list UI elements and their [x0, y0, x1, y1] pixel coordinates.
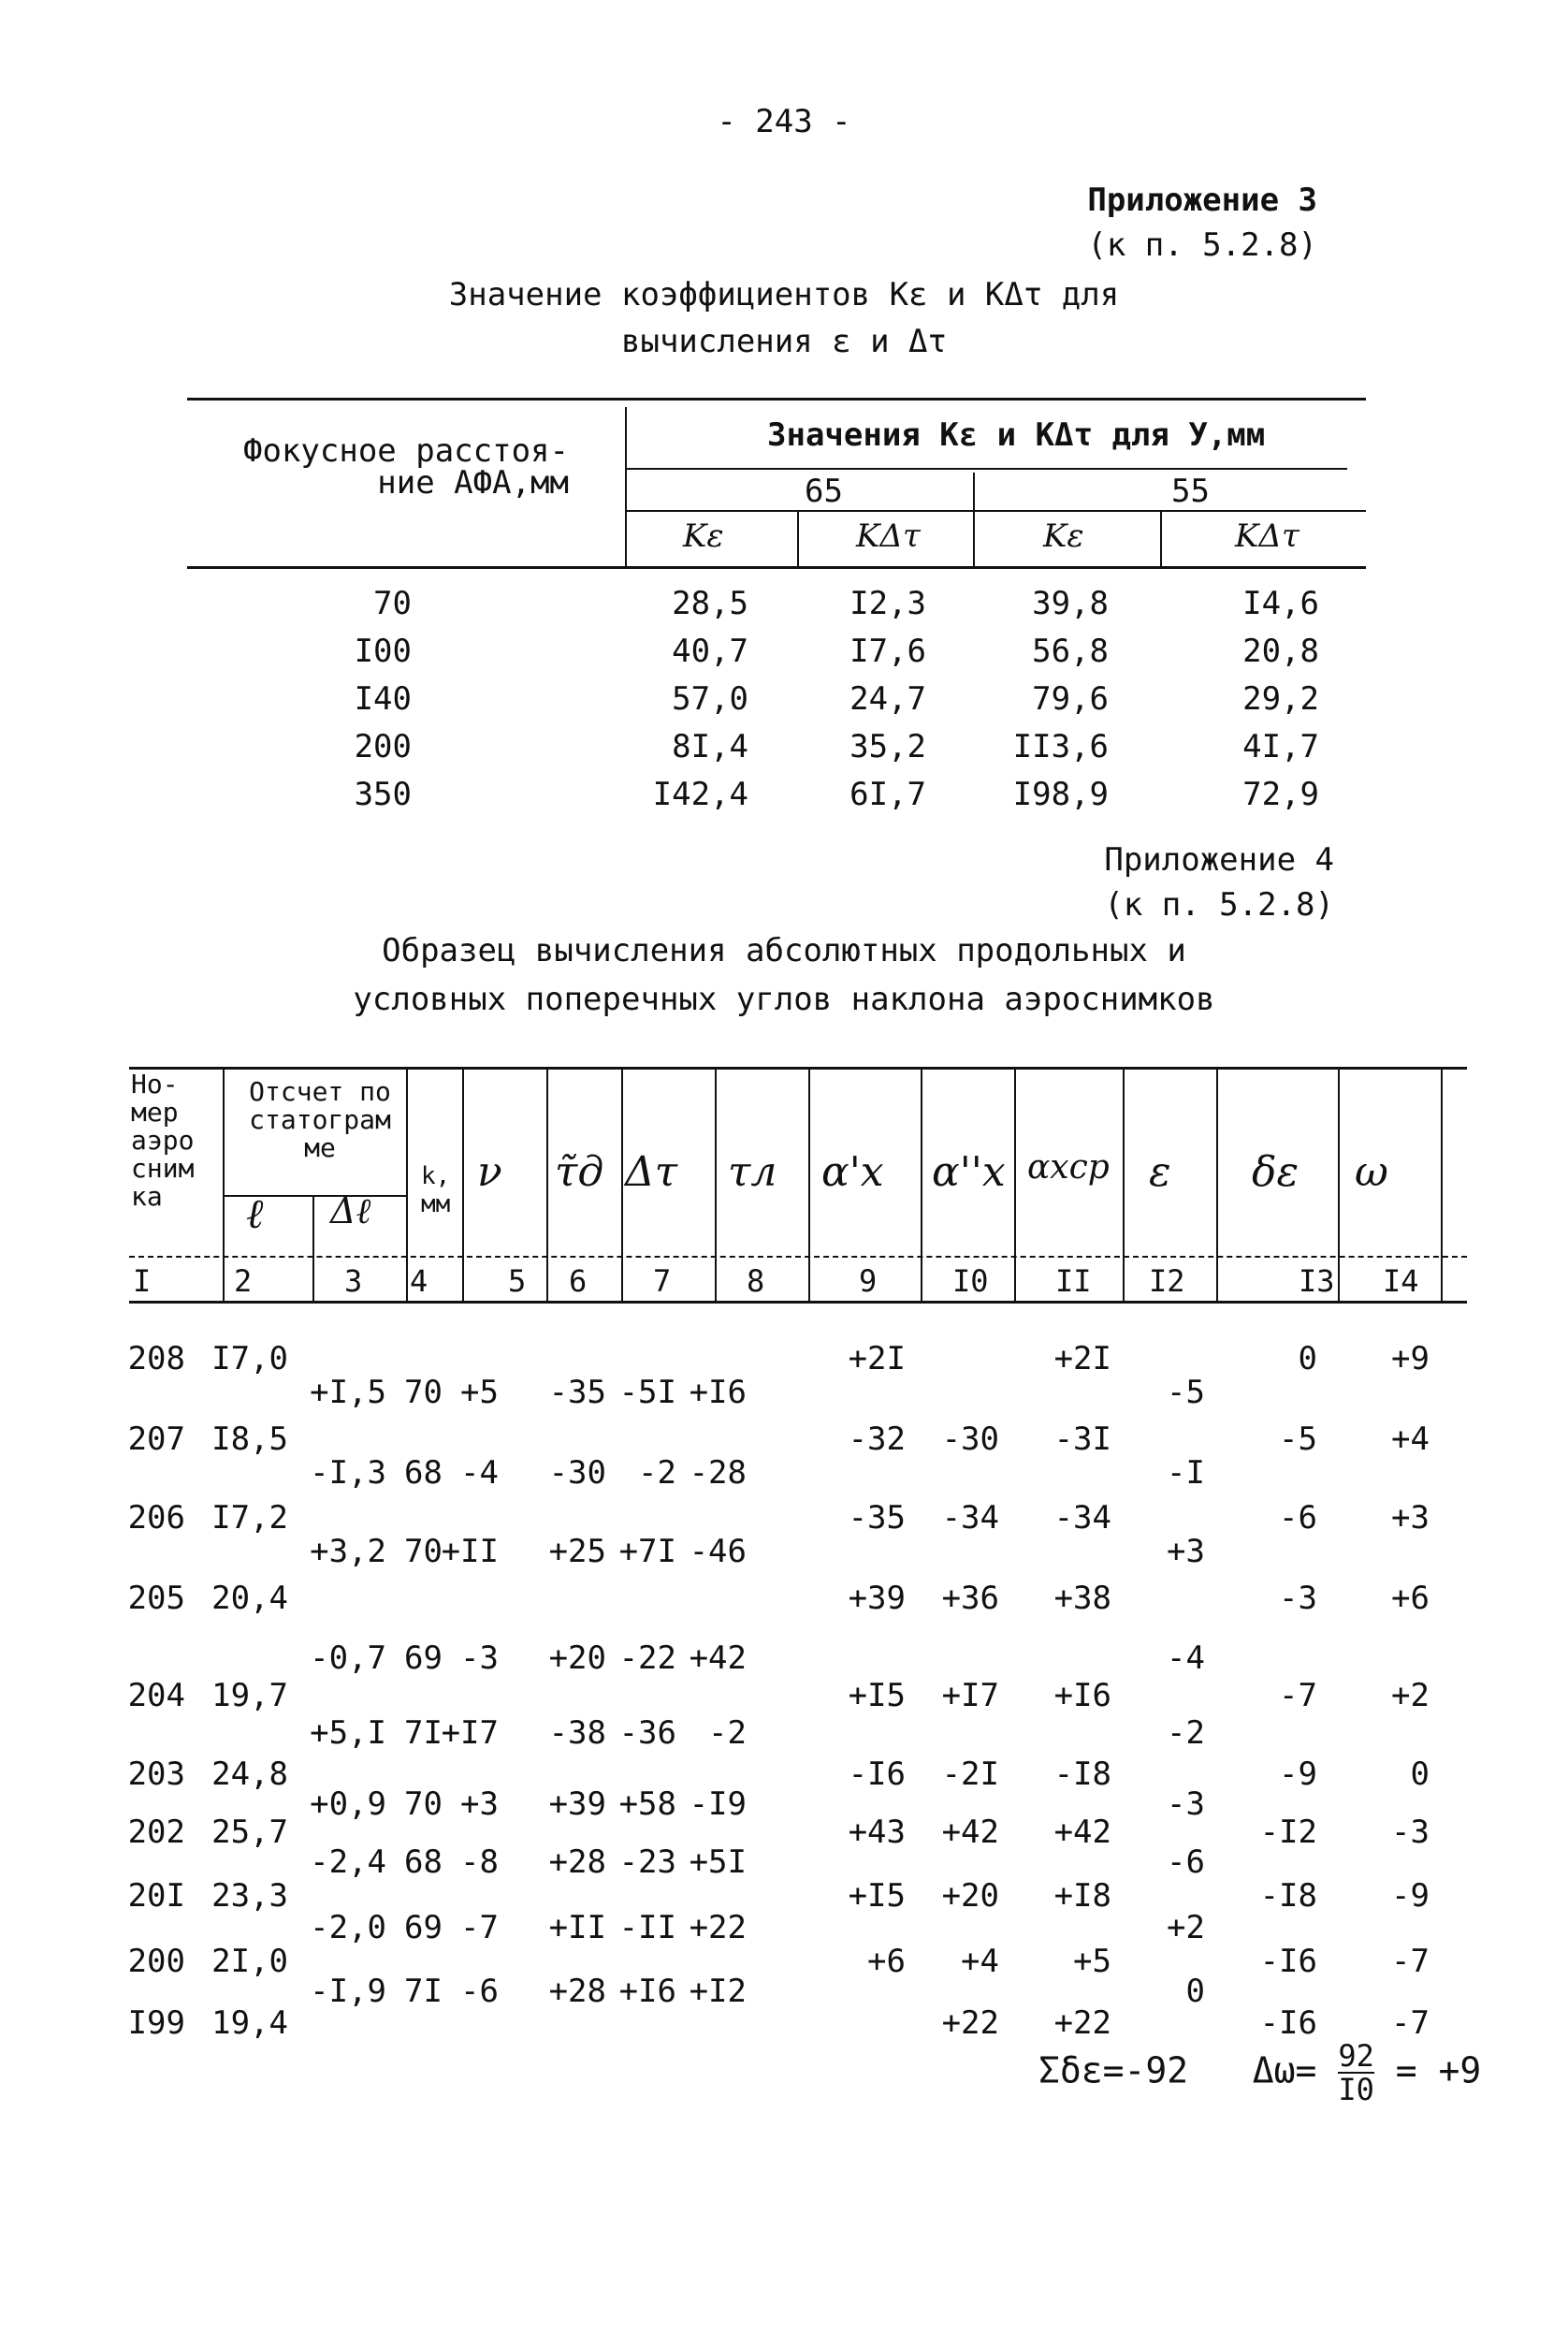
tau-l-cell: -28: [689, 1454, 747, 1492]
epsilon-cell: 0: [1185, 1973, 1205, 2010]
photo-number-cell: 208: [127, 1340, 185, 1377]
table1-value-cell: 39,8: [1032, 585, 1109, 622]
alpha-cp-cell: +42: [1053, 1814, 1111, 1851]
delta-eps-cell: -I2: [1259, 1814, 1317, 1851]
l-cell: 20,4: [211, 1580, 288, 1617]
table1-vline-b: [973, 510, 975, 566]
h-tau-d: τ̃д: [555, 1148, 604, 1196]
l-cell: I7,0: [211, 1340, 288, 1377]
column-number: I: [133, 1263, 152, 1299]
coefficient-table: [187, 398, 1366, 819]
omega-cell: +3: [1391, 1499, 1430, 1537]
table2-title-line2: условных поперечных углов наклона аэроснимков: [353, 981, 1215, 1018]
appendix4-label: Приложение 4: [1104, 841, 1334, 879]
column-number: 6: [569, 1263, 588, 1299]
appendix3-heading: [1087, 178, 1317, 268]
dl-cell: -I,9: [310, 1973, 386, 2010]
photo-number-cell: 205: [127, 1580, 185, 1617]
epsilon-cell: -6: [1167, 1843, 1205, 1881]
delta-omega-label: Δω=: [1252, 2049, 1317, 2091]
omega-cell: +9: [1391, 1340, 1430, 1377]
tau-d-cell: -38: [548, 1714, 606, 1752]
column-number: 9: [859, 1263, 878, 1299]
alpha-cp-cell: +22: [1053, 2004, 1111, 2042]
delta-omega-result: = +9: [1395, 2049, 1482, 2091]
alpha2-cell: -30: [941, 1420, 999, 1458]
photo-number-cell: 204: [127, 1677, 185, 1714]
t2-count-subrule: [223, 1195, 406, 1197]
delta-omega-fraction: [1338, 2040, 1374, 2105]
delta-eps-cell: -I6: [1259, 2004, 1317, 2042]
epsilon-cell: -4: [1167, 1639, 1205, 1677]
h-dl: Δℓ: [330, 1190, 371, 1231]
alpha2-cell: +20: [941, 1877, 999, 1915]
table1-header-bottom-rule: [187, 566, 1366, 569]
alpha2-cell: +4: [961, 1943, 999, 1980]
k-cell: 68: [404, 1454, 443, 1492]
k-cell: 69: [404, 1909, 443, 1946]
omega-cell: -7: [1391, 1943, 1430, 1980]
t2-dashed-rule: [129, 1256, 1467, 1258]
alpha1-cell: +I5: [848, 1677, 906, 1714]
table1-group-65: 65: [805, 473, 843, 510]
tau-l-cell: +I2: [689, 1973, 747, 2010]
delta-eps-cell: -I8: [1259, 1877, 1317, 1915]
table1-sub-ke-65: Kε: [683, 517, 724, 555]
tau-d-cell: +20: [548, 1639, 606, 1677]
h-tau-l: τл: [728, 1148, 777, 1196]
delta-eps-cell: -9: [1279, 1756, 1317, 1793]
epsilon-cell: -I: [1167, 1454, 1205, 1492]
k-cell: 7I: [404, 1973, 443, 2010]
dtau-cell: -5I: [618, 1374, 676, 1411]
alpha2-cell: -2I: [941, 1756, 999, 1793]
dl-cell: -2,0: [310, 1909, 386, 1946]
l-cell: 23,3: [211, 1877, 288, 1915]
table1-value-cell: I2,3: [849, 585, 926, 622]
table1-focal-cell: 70: [373, 585, 412, 622]
dtau-cell: +I6: [618, 1973, 676, 2010]
table1-value-cell: 56,8: [1032, 633, 1109, 670]
omega-cell: +2: [1391, 1677, 1430, 1714]
t2-v5: [546, 1069, 548, 1303]
column-number: 2: [234, 1263, 253, 1299]
page-number: - 243 -: [717, 103, 851, 140]
k-cell: 69: [404, 1639, 443, 1677]
table1-value-cell: 40,7: [672, 633, 748, 670]
h-count: Отсчет по статограм ме: [249, 1076, 391, 1163]
alpha1-cell: +I5: [848, 1877, 906, 1915]
table1-title: [0, 271, 1568, 365]
column-number: I0: [952, 1263, 989, 1299]
h-alpha-cp: αxcp: [1027, 1148, 1110, 1187]
dl-cell: -I,3: [310, 1454, 386, 1492]
t2-v12: [1216, 1069, 1218, 1303]
delta-eps-cell: -7: [1279, 1677, 1317, 1714]
alpha1-cell: -35: [848, 1499, 906, 1537]
column-number: I3: [1299, 1263, 1335, 1299]
h-omega: ω: [1355, 1148, 1388, 1196]
t2-v8: [808, 1069, 810, 1303]
table1-vline-main: [625, 407, 627, 566]
tau-d-cell: -30: [548, 1454, 606, 1492]
alpha-cp-cell: +38: [1053, 1580, 1111, 1617]
tau-l-cell: +I6: [689, 1374, 747, 1411]
alpha1-cell: +6: [867, 1943, 906, 1980]
l-cell: I7,2: [211, 1499, 288, 1537]
epsilon-cell: -5: [1167, 1374, 1205, 1411]
omega-cell: -7: [1391, 2004, 1430, 2042]
appendix3-ref: (к п. 5.2.8): [1087, 226, 1317, 264]
table1-header-focal: Фокусное расстоя- ние АФА,мм: [243, 432, 569, 502]
table1-vline-a: [797, 510, 799, 566]
table1-value-cell: 29,2: [1242, 680, 1319, 718]
tau-d-cell: +28: [548, 1973, 606, 2010]
l-cell: 25,7: [211, 1814, 288, 1851]
l-cell: 24,8: [211, 1756, 288, 1793]
fraction-numerator: 92: [1338, 2038, 1374, 2074]
t2-v1: [223, 1069, 225, 1303]
delta-eps-cell: -6: [1279, 1499, 1317, 1537]
nu-cell: -4: [460, 1454, 499, 1492]
alpha1-cell: +39: [848, 1580, 906, 1617]
k-cell: 7I: [404, 1714, 443, 1752]
photo-number-cell: 200: [127, 1943, 185, 1980]
l-cell: 2I,0: [211, 1943, 288, 1980]
table1-value-cell: 8I,4: [672, 728, 748, 765]
h-photo-number: Но- мер аэро сним ка: [131, 1069, 195, 1212]
l-cell: 19,7: [211, 1677, 288, 1714]
omega-cell: -3: [1391, 1814, 1430, 1851]
nu-cell: -7: [460, 1909, 499, 1946]
column-number: 3: [344, 1263, 363, 1299]
column-number: II: [1055, 1263, 1092, 1299]
alpha2-cell: +36: [941, 1580, 999, 1617]
t2-v11: [1123, 1069, 1125, 1303]
k-cell: 70: [404, 1533, 443, 1570]
tau-l-cell: -2: [708, 1714, 747, 1752]
t2-v10: [1014, 1069, 1016, 1303]
k-cell: 70: [404, 1374, 443, 1411]
alpha2-cell: +42: [941, 1814, 999, 1851]
dl-cell: +I,5: [310, 1374, 386, 1411]
table1-value-cell: I98,9: [1012, 776, 1109, 813]
tau-l-cell: -46: [689, 1533, 747, 1570]
table1-title-line2: вычисления ε и Δτ: [621, 323, 947, 360]
tau-d-cell: +25: [548, 1533, 606, 1570]
table1-focal-cell: 200: [354, 728, 412, 765]
nu-cell: -6: [460, 1973, 499, 2010]
dtau-cell: -2: [638, 1454, 676, 1492]
h-k: k, мм: [421, 1162, 451, 1218]
delta-eps-cell: 0: [1298, 1340, 1317, 1377]
alpha2-cell: +I7: [941, 1677, 999, 1714]
h-epsilon: ε: [1149, 1148, 1171, 1196]
dl-cell: +3,2: [310, 1533, 386, 1570]
photo-number-cell: I99: [127, 2004, 185, 2042]
table1-sub-kt-55: KΔτ: [1235, 517, 1299, 555]
k-cell: 68: [404, 1843, 443, 1881]
photo-number-cell: 202: [127, 1814, 185, 1851]
omega-cell: +6: [1391, 1580, 1430, 1617]
t2-v13: [1338, 1069, 1340, 1303]
t2-v6: [621, 1069, 623, 1303]
photo-number-cell: 207: [127, 1420, 185, 1458]
table2-title-line1: Образец вычисления абсолютных продольных и: [382, 932, 1186, 969]
table1-focal-cell: 350: [354, 776, 412, 813]
appendix3-label: Приложение 3: [1087, 182, 1317, 219]
tau-d-cell: +II: [548, 1909, 606, 1946]
column-number: I4: [1383, 1263, 1419, 1299]
column-number: 7: [653, 1263, 672, 1299]
nu-cell: +3: [460, 1785, 499, 1823]
table1-header-values: Значения Kε и KΔτ для У,мм: [767, 416, 1266, 454]
table1-sub-kt-65: KΔτ: [856, 517, 921, 555]
h-delta-eps: δε: [1252, 1148, 1299, 1196]
table1-value-cell: 4I,7: [1242, 728, 1319, 765]
dl-cell: +0,9: [310, 1785, 386, 1823]
table1-value-cell: 35,2: [849, 728, 926, 765]
alpha1-cell: +43: [848, 1814, 906, 1851]
omega-cell: 0: [1410, 1756, 1430, 1793]
column-number: 5: [508, 1263, 527, 1299]
nu-cell: +II: [441, 1533, 499, 1570]
alpha2-cell: +22: [941, 2004, 999, 2042]
nu-cell: +5: [460, 1374, 499, 1411]
table1-sub-ke-55: Kε: [1043, 517, 1084, 555]
nu-cell: -8: [460, 1843, 499, 1881]
delta-eps-cell: -3: [1279, 1580, 1317, 1617]
appendix4-heading: [1104, 838, 1334, 927]
table1-value-cell: I7,6: [849, 633, 926, 670]
l-cell: 19,4: [211, 2004, 288, 2042]
column-number: I2: [1149, 1263, 1185, 1299]
table1-focal-cell: I40: [354, 680, 412, 718]
l-cell: I8,5: [211, 1420, 288, 1458]
tau-l-cell: +42: [689, 1639, 747, 1677]
dtau-cell: +58: [618, 1785, 676, 1823]
dtau-cell: +7I: [618, 1533, 676, 1570]
table1-value-cell: 79,6: [1032, 680, 1109, 718]
epsilon-cell: -3: [1167, 1785, 1205, 1823]
alpha-cp-cell: -34: [1053, 1499, 1111, 1537]
t2-v9: [921, 1069, 922, 1303]
t2-v7: [715, 1069, 717, 1303]
appendix4-ref: (к п. 5.2.8): [1104, 886, 1334, 924]
delta-eps-cell: -5: [1279, 1420, 1317, 1458]
table1-focal-cell: I00: [354, 633, 412, 670]
table1-subrule1: [627, 468, 1347, 470]
table2-title: [0, 926, 1568, 1024]
h-nu: ν: [477, 1148, 502, 1196]
table1-value-cell: I42,4: [652, 776, 748, 813]
tau-l-cell: +5I: [689, 1843, 747, 1881]
alpha-cp-cell: +2I: [1053, 1340, 1111, 1377]
dl-cell: -0,7: [310, 1639, 386, 1677]
alpha1-cell: -I6: [848, 1756, 906, 1793]
photo-number-cell: 203: [127, 1756, 185, 1793]
epsilon-cell: -2: [1167, 1714, 1205, 1752]
dtau-cell: -36: [618, 1714, 676, 1752]
table1-value-cell: 6I,7: [849, 776, 926, 813]
dtau-cell: -22: [618, 1639, 676, 1677]
table1-value-cell: 72,9: [1242, 776, 1319, 813]
t2-header-bottom-rule: [129, 1301, 1467, 1304]
table1-value-cell: I4,6: [1242, 585, 1319, 622]
h-l: ℓ: [246, 1190, 264, 1238]
summary-line: [1038, 2040, 1481, 2105]
alpha-cp-cell: -I8: [1053, 1756, 1111, 1793]
table1-vline-c: [1160, 510, 1162, 566]
nu-cell: +I7: [441, 1714, 499, 1752]
h-alpha2: α''x: [932, 1148, 1006, 1196]
tau-d-cell: +28: [548, 1843, 606, 1881]
table1-group-55: 55: [1171, 473, 1210, 510]
table1-value-cell: 20,8: [1242, 633, 1319, 670]
table1-top-rule: [187, 398, 1366, 401]
t2-v4: [462, 1069, 464, 1303]
table1-title-line1: Значение коэффициентов Kε и KΔτ для: [448, 276, 1120, 313]
tau-l-cell: +22: [689, 1909, 747, 1946]
photo-number-cell: 20I: [127, 1877, 185, 1915]
alpha-cp-cell: -3I: [1053, 1420, 1111, 1458]
dtau-cell: -23: [618, 1843, 676, 1881]
table1-value-cell: 28,5: [672, 585, 748, 622]
nu-cell: -3: [460, 1639, 499, 1677]
alpha-cp-cell: +5: [1073, 1943, 1111, 1980]
sum-delta-eps: Σδε=-92: [1038, 2049, 1189, 2091]
dl-cell: -2,4: [310, 1843, 386, 1881]
alpha2-cell: -34: [941, 1499, 999, 1537]
epsilon-cell: +3: [1167, 1533, 1205, 1570]
table1-subrule2: [627, 510, 1366, 512]
column-number: 8: [747, 1263, 765, 1299]
tau-d-cell: -35: [548, 1374, 606, 1411]
dl-cell: +5,I: [310, 1714, 386, 1752]
table1-value-cell: 57,0: [672, 680, 748, 718]
k-cell: 70: [404, 1785, 443, 1823]
alpha-cp-cell: +I6: [1053, 1677, 1111, 1714]
tau-d-cell: +39: [548, 1785, 606, 1823]
h-alpha1: α'x: [821, 1148, 884, 1196]
t2-v3: [406, 1069, 408, 1303]
dtau-cell: -II: [618, 1909, 676, 1946]
column-number: 4: [410, 1263, 428, 1299]
angles-table: [129, 1059, 1467, 2107]
photo-number-cell: 206: [127, 1499, 185, 1537]
t2-v14: [1441, 1069, 1443, 1303]
alpha-cp-cell: +I8: [1053, 1877, 1111, 1915]
t2-v2a: [312, 1195, 314, 1303]
fraction-denominator: I0: [1338, 2072, 1374, 2107]
tau-l-cell: -I9: [689, 1785, 747, 1823]
h-dtau: Δτ: [625, 1148, 678, 1196]
alpha1-cell: +2I: [848, 1340, 906, 1377]
table1-value-cell: II3,6: [1012, 728, 1109, 765]
alpha1-cell: -32: [848, 1420, 906, 1458]
table1-vline-groups: [973, 473, 975, 510]
omega-cell: -9: [1391, 1877, 1430, 1915]
epsilon-cell: +2: [1167, 1909, 1205, 1946]
delta-eps-cell: -I6: [1259, 1943, 1317, 1980]
omega-cell: +4: [1391, 1420, 1430, 1458]
table2-top-rule: [129, 1067, 1467, 1070]
table1-value-cell: 24,7: [849, 680, 926, 718]
